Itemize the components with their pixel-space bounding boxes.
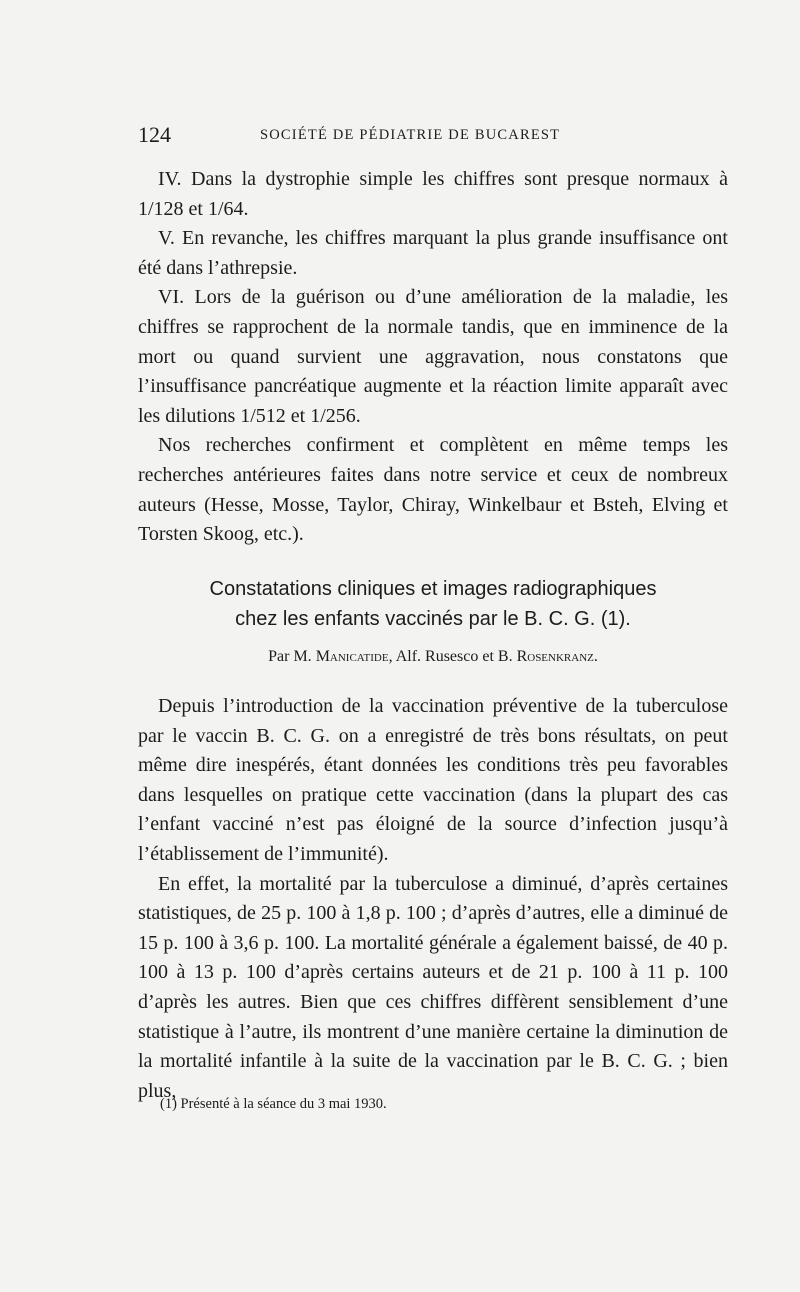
article-title-line-2: chez les enfants vaccinés par le B. C. G. (1). [235, 608, 631, 630]
article-title [138, 574, 728, 634]
author-rosenkranz: B. Rosenkranz. [497, 648, 598, 665]
author-manicatide: Manicatide, [315, 648, 393, 665]
article-body [138, 692, 728, 1106]
article-authors [138, 648, 728, 666]
paragraph-v: V. En revanche, les chiffres marquant la plus grande insuffisance ont été dans l’athrepsie. [138, 227, 728, 279]
paragraph-introduction: Depuis l’introduction de la vaccination préventive de la tuberculose par le vaccin B. C. G. on a enregistré de très bons résultats, on peut même dire inespérés, étant données les conditions très peu favorables dans lesquelles on pratique cette vaccination (dans la plupart des cas l’enfant vacciné n’est pas éloigné de la source d’infection jusqu’à l’établissement de l’immunité). [138, 695, 728, 865]
paragraph-conclusion: Nos recherches confirment et complètent en même temps les recherches antérieures faites dans notre service et ceux de nombreux auteurs (Hesse, Mosse, Taylor, Chiray, Winkelbaur et Bsteh, Elving et Torsten Skoog, etc.). [138, 434, 728, 546]
authors-prefix: Par M. [268, 648, 312, 665]
top-text-block [138, 165, 728, 550]
paragraph-iv: IV. Dans la dystrophie simple les chiffres sont presque normaux à 1/128 et 1/64. [138, 168, 728, 220]
footnote: (1) Présenté à la séance du 3 mai 1930. [160, 1096, 387, 1112]
paragraph-mortality: En effet, la mortalité par la tuberculose a diminué, d’après certaines statistiques, de 25 p. 100 à 1,8 p. 100 ; d’après d’autres, elle a diminué de 15 p. 100 à 3,6 p. 100. La mortalité générale a également baissé, de 40 p. 100 à 13 p. 100 d’après certains auteurs et de 21 p. 100 à 11 p. 100 d’après les autres. Bien que ces chiffres diffèrent sensiblement d’une statistique à l’autre, ils montrent d’une manière certaine la diminution de la mortalité infantile à la suite de la vaccination par le B. C. G. ; bien plus, [138, 872, 728, 1102]
paragraph-vi: VI. Lors de la guérison ou d’une amélioration de la maladie, les chiffres se rapprochent de la normale tandis, que en imminence de la mort ou quand survient une aggravation, nous constatons que l’insuffisance pancréatique augmente et la réaction limite apparaît avec les dilutions 1/512 et 1/256. [138, 286, 728, 427]
article-title-line-1: Constatations cliniques et images radiographiques [209, 578, 657, 600]
running-title: SOCIÉTÉ DE PÉDIATRIE DE BUCAREST [260, 127, 561, 143]
authors-and: et [482, 648, 494, 665]
author-rusesco: Alf. Rusesco [395, 648, 479, 665]
page-header [138, 122, 728, 152]
page-number: 124 [138, 122, 171, 147]
